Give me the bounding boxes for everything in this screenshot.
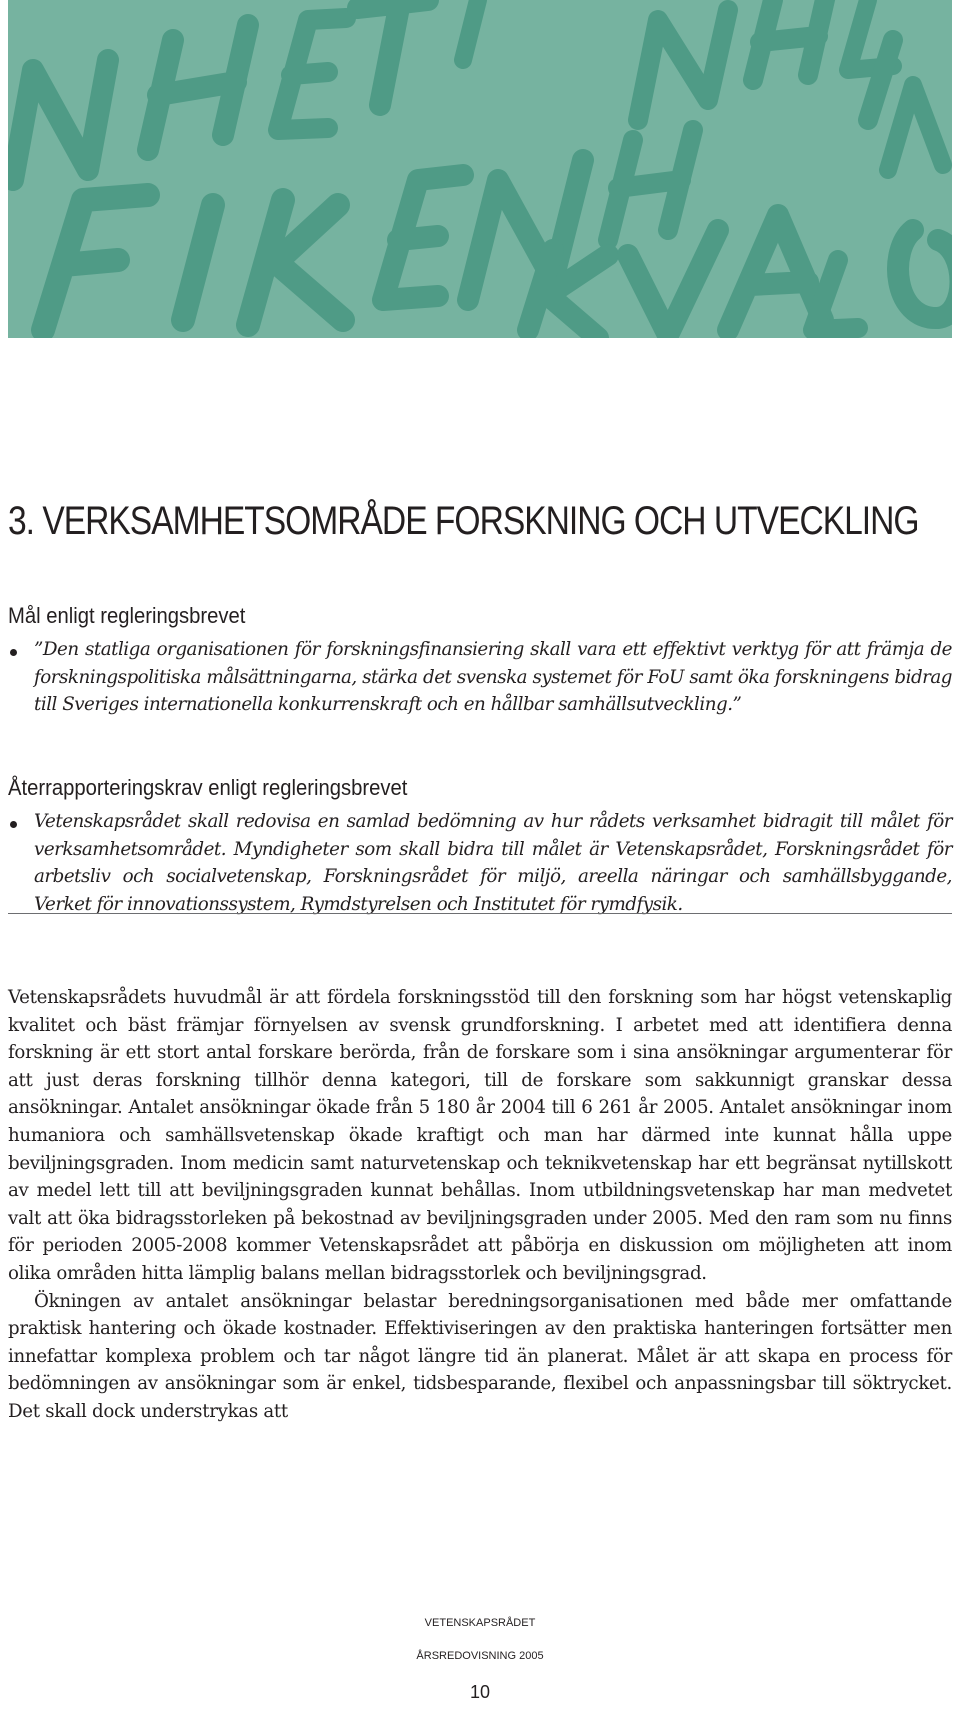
reporting-heading: Återrapporteringskrav enligt regleringsbrevet	[8, 775, 408, 800]
chapter-title: 3. VERKSAMHETSOMRÅDE FORSKNING OCH UTVECKLING	[8, 499, 919, 543]
body-paragraph: Ökningen av antalet ansökningar belastar beredningsorganisationen med både mer omfattande praktisk hantering och ökade kostnader. Effektiviseringen av den praktiska hanteringen fortsätter men innefattar komplexa problem och tar något längre tid än planerat. Målet är att skapa en process för bedömningen av ansökningar som är enkel, tidsbesparande, flexibel och anpassningsbar till söktrycket. Det skall dock understrykas att	[8, 1290, 952, 1422]
footer-organization: VETENSKAPSRÅDET	[424, 1617, 536, 1629]
decorative-banner	[8, 0, 952, 338]
goals-heading: Mål enligt regleringsbrevet	[8, 603, 246, 628]
page-number: 10	[469, 1682, 491, 1702]
section-divider	[8, 913, 952, 914]
footer-report-title: ÅRSREDOVISNING 2005	[416, 1650, 544, 1662]
bullet-dot	[10, 649, 17, 656]
goals-bullet-item	[8, 636, 952, 719]
body-text	[8, 984, 952, 1426]
calligraphy-letters-image	[8, 0, 952, 338]
reporting-bullet-text: Vetenskapsrådet skall redovisa en samlad bedömning av hur rådets verksamhet bidragit till målet för verksamhetsområdet. Myndigheter som skall bidra till målet är Vetenskapsrådet, Forskningsrådet för arbetsliv och socialvetenskap, Forskningsrådet för miljö, areella näringar och samhällsbyggande, Verket för innovationssystem, Rymdstyrelsen och Institutet för rymdfysik.	[34, 811, 952, 915]
goals-bullet-text: ”Den statliga organisationen för forskningsfinansiering skall vara ett effektivt verktyg för att främja de forskningspolitiska målsättningarna, stärka det svenska systemet för FoU samt öka forskningens bidrag till Sveriges internationella konkurrenskraft och en hållbar samhällsutveckling.”	[34, 639, 952, 716]
reporting-bullet-item	[8, 808, 952, 918]
bullet-dot	[10, 821, 17, 828]
body-paragraph: Vetenskapsrådets huvudmål är att fördela forskningsstöd till den forskning som har högst vetenskaplig kvalitet och bäst främjar förnyelsen av svensk grundforskning. I arbetet med att identifiera denna forskning är ett stort antal forskare berörda, från de forskare som i sina ansökningar argumenterar för att just deras forskning tillhör denna kategori, till de forskare som sakkunnigt granskar dessa ansökningar. Antalet ansökningar ökade från 5 180 år 2004 till 6 261 år 2005. Antalet ansökningar inom humaniora och samhällsvetenskap ökade kraftigt och man har därmed inte kunnat hålla uppe beviljningsgraden. Inom medicin samt naturvetenskap och teknikvetenskap har ett begränsat nytillskott av medel lett till att beviljningsgraden kunnat behållas. Inom utbildningsvetenskap har man medvetet valt att öka bidragsstorleken på bekostnad av beviljningsgraden under 2005. Med den ram som nu finns för perioden 2005-2008 kommer Vetenskapsrådet att påbörja en diskussion om möjligheten att inom olika områden hitta lämplig balans mellan bidragsstorlek och beviljningsgrad.	[8, 987, 952, 1284]
